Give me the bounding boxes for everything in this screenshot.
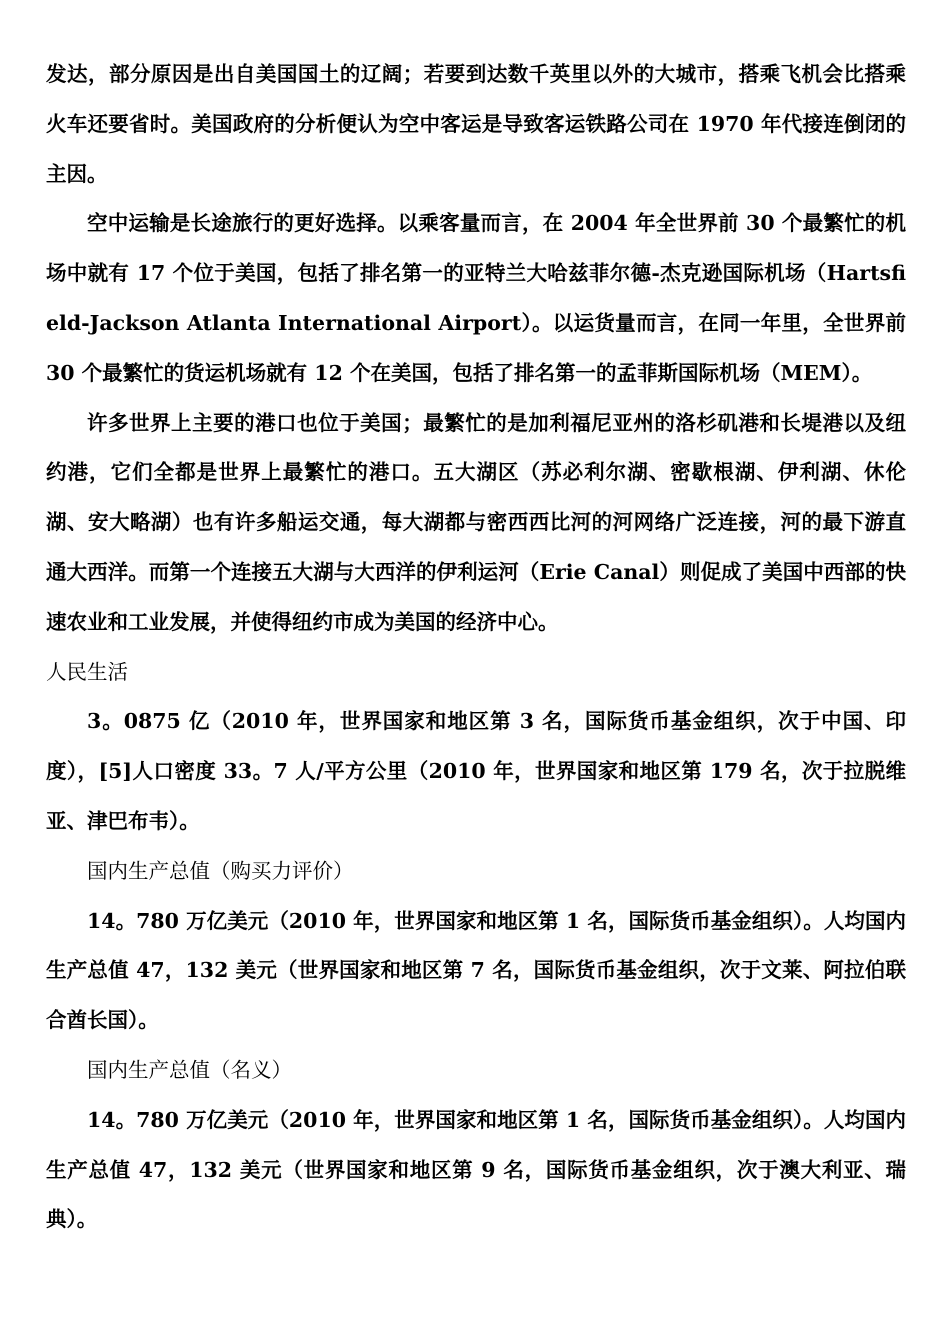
subheading-gdp-nominal: 国内生产总值（名义） (87, 1057, 292, 1082)
document-page (46, 50, 906, 1245)
section-heading-people-life: 人民生活 (46, 659, 128, 684)
paragraph-ports: 许多世界上主要的港口也位于美国；最繁忙的是加利福尼亚州的洛杉矶港和长堤港以及纽约港，它们全都是世界上最繁忙的港口。五大湖区（苏必利尔湖、密歇根湖、伊利湖、休伦湖、安大略湖）也有许多船运交通，每大湖都与密西西比河的河网络广泛连接，河的最下游直通大西洋。而第一个连接五大湖与大西洋的伊利运河（Erie Canal）则促成了美国中西部的快速农业和工业发展，并使得纽约市成为美国的经济中心。 (46, 410, 906, 634)
subheading-gdp-ppp: 国内生产总值（购买力评价） (87, 858, 354, 883)
paragraph-gdp-ppp: 14。780 万亿美元（2010 年，世界国家和地区第 1 名，国际货币基金组织）。人均国内生产总值 47，132 美元（世界国家和地区第 7 名，国际货币基金组织，次于文莱、阿拉伯联合酋长国）。 (46, 908, 906, 1033)
paragraph-airports: 空中运输是长途旅行的更好选择。以乘客量而言，在 2004 年全世界前 30 个最繁忙的机场中就有 17 个位于美国，包括了排名第一的亚特兰大哈兹菲尔德-杰克逊国际机场（Hartsfield-Jackson Atlanta International Airport）。以运货量而言，在同一年里，全世界前 30 个最繁忙的货运机场就有 12 个在美国，包括了排名第一的孟菲斯国际机场（MEM）。 (46, 211, 906, 385)
paragraph-population: 3。0875 亿（2010 年，世界国家和地区第 3 名，国际货币基金组织，次于中国、印度），[5]人口密度 33。7 人/平方公里（2010 年，世界国家和地区第 179 名，次于拉脱维亚、津巴布韦）。 (46, 709, 906, 833)
paragraph-air-transport-intro: 发达，部分原因是出自美国国土的辽阔；若要到达数千英里以外的大城市，搭乘飞机会比搭乘火车还要省时。美国政府的分析便认为空中客运是导致客运铁路公司在 1970 年代接连倒闭的主因。 (46, 62, 906, 186)
paragraph-gdp-nominal: 14。780 万亿美元（2010 年，世界国家和地区第 1 名，国际货币基金组织）。人均国内生产总值 47，132 美元（世界国家和地区第 9 名，国际货币基金组织，次于澳大利亚、瑞典）。 (46, 1107, 906, 1232)
